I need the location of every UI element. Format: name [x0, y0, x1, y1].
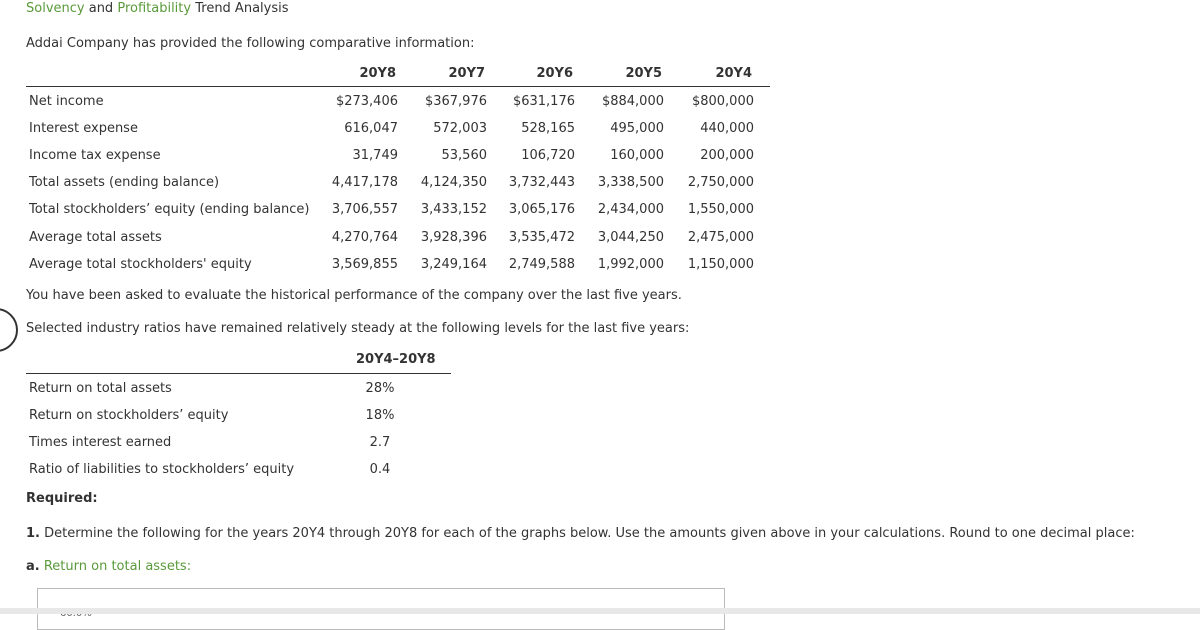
required-heading: Required:	[26, 491, 98, 506]
table-cell: $367,976	[424, 94, 487, 109]
question-1-text: Determine the following for the years 20Y4 through 20Y8 for each of the graphs below. Use the amounts given above in your calculations. Round to one decimal place:	[39, 526, 1135, 541]
table-cell: $884,000	[601, 94, 664, 109]
row-label: Total stockholders’ equity (ending balance)	[29, 202, 310, 217]
column-header-20y7: 20Y7	[448, 66, 485, 81]
industry-paragraph: Selected industry ratios have remained relatively steady at the following levels for the last five years:	[26, 321, 690, 336]
table-cell: $273,406	[335, 94, 398, 109]
table-cell: 4,270,764	[331, 230, 398, 245]
return-on-total-assets-link[interactable]: Return on total assets:	[43, 559, 192, 574]
row-label: Ratio of liabilities to stockholders’ equity	[29, 462, 295, 477]
column-header-20y4: 20Y4	[715, 66, 752, 81]
column-header-20y6: 20Y6	[536, 66, 573, 81]
table-cell: 572,003	[433, 121, 487, 136]
row-label: Return on total assets	[29, 381, 172, 396]
row-label: Average total stockholders' equity	[29, 257, 252, 272]
table-cell: 3,928,396	[420, 230, 487, 245]
row-label: Times interest earned	[29, 435, 172, 450]
table-cell: 31,749	[352, 148, 398, 163]
table-cell: 3,732,443	[508, 175, 575, 190]
table-cell: 200,000	[700, 148, 754, 163]
intro-text: Addai Company has provided the following comparative information:	[26, 36, 475, 51]
table-cell: 1,992,000	[597, 257, 664, 272]
table-cell: 2,750,000	[687, 175, 754, 190]
table-cell: 3,569,855	[331, 257, 398, 272]
question-1	[26, 526, 1135, 541]
table-cell: $800,000	[691, 94, 754, 109]
table-cell: $631,176	[512, 94, 575, 109]
table-cell: 3,249,164	[420, 257, 487, 272]
column-header-20y5: 20Y5	[625, 66, 662, 81]
table-header-rule	[26, 86, 770, 87]
row-label: Net income	[29, 94, 104, 109]
row-label: Total assets (ending balance)	[29, 175, 220, 190]
table-cell: 495,000	[610, 121, 664, 136]
table-cell: 3,044,250	[597, 230, 664, 245]
step-circle-marker	[0, 308, 18, 352]
row-label: Return on stockholders’ equity	[29, 408, 229, 423]
table-cell: 3,338,500	[597, 175, 664, 190]
question-a	[26, 559, 191, 574]
title-and: and	[84, 1, 118, 16]
page-title	[26, 1, 289, 16]
solvency-link[interactable]: Solvency	[26, 1, 85, 16]
industry-header-rule	[26, 373, 451, 374]
row-label: Interest expense	[29, 121, 138, 136]
table-cell: 18%	[365, 408, 395, 423]
table-cell: 3,433,152	[420, 202, 487, 217]
table-cell: 2,434,000	[597, 202, 664, 217]
table-cell: 4,417,178	[331, 175, 398, 190]
row-label: Average total assets	[29, 230, 162, 245]
table-cell: 53,560	[441, 148, 487, 163]
table-cell: 106,720	[521, 148, 575, 163]
row-label: Income tax expense	[29, 148, 161, 163]
table-cell: 440,000	[700, 121, 754, 136]
title-rest: Trend Analysis	[191, 1, 289, 16]
table-cell: 616,047	[344, 121, 398, 136]
bottom-scroll-area	[0, 608, 1200, 614]
column-header-20y8: 20Y8	[359, 66, 396, 81]
table-cell: 2.7	[369, 435, 391, 450]
table-cell: 3,065,176	[508, 202, 575, 217]
table-cell: 3,706,557	[331, 202, 398, 217]
table-cell: 160,000	[610, 148, 664, 163]
table-cell: 528,165	[521, 121, 575, 136]
table-cell: 3,535,472	[508, 230, 575, 245]
table-cell: 1,150,000	[687, 257, 754, 272]
table-cell: 1,550,000	[687, 202, 754, 217]
table-cell: 28%	[365, 381, 395, 396]
profitability-link[interactable]: Profitability	[117, 1, 192, 16]
table-cell: 2,749,588	[508, 257, 575, 272]
table-cell: 2,475,000	[687, 230, 754, 245]
question-a-letter: a.	[26, 559, 40, 574]
evaluation-paragraph: You have been asked to evaluate the historical performance of the company over the last five years.	[26, 288, 682, 303]
table-cell: 0.4	[369, 462, 391, 477]
table-cell: 4,124,350	[420, 175, 487, 190]
industry-column-header: 20Y4–20Y8	[356, 352, 436, 367]
question-1-number: 1.	[26, 526, 40, 541]
